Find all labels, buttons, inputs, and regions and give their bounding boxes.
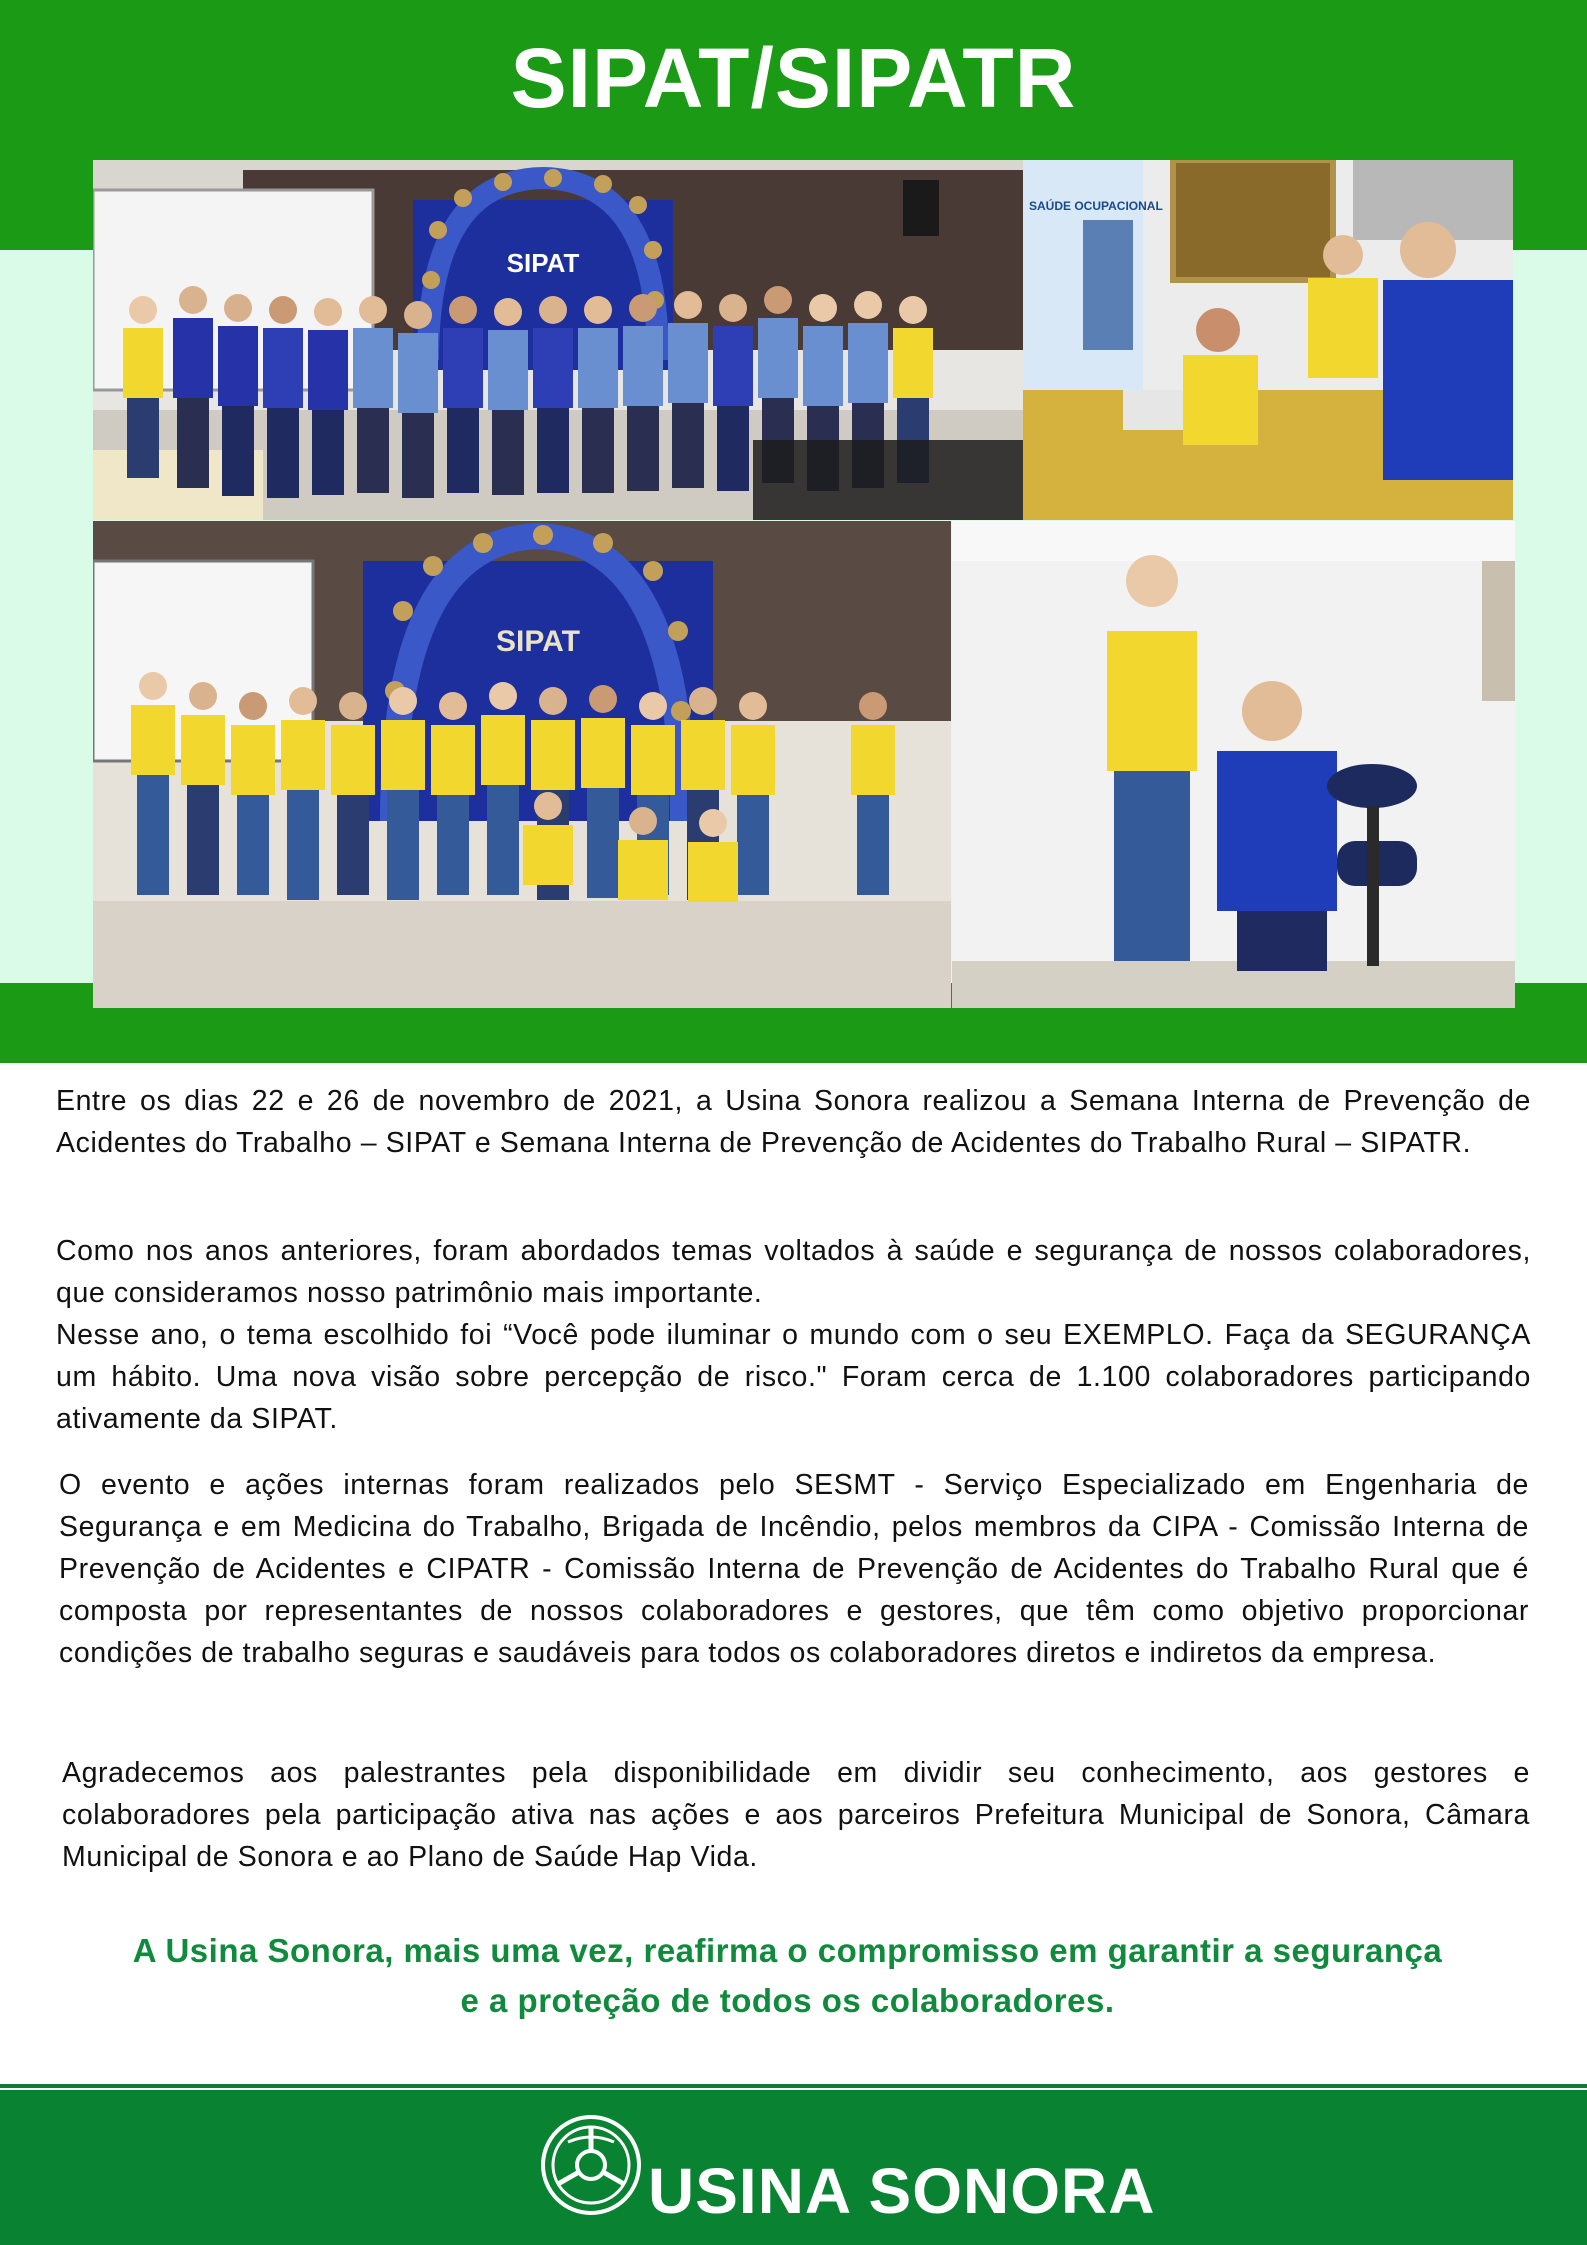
paragraph-organizers [59, 1464, 1529, 1674]
closing-line-1: A Usina Sonora, mais uma vez, reafirma o compromisso em garantir a segurança [132, 1932, 1443, 1969]
paragraph-2a-text: Como nos anos anteriores, foram abordados temas voltados à saúde e segurança de nossos colaboradores, que consideramos nosso patrimônio mais importante. [56, 1235, 1531, 1309]
paragraph-1-text: Entre os dias 22 e 26 de novembro de 2021, a Usina Sonora realizou a Semana Interna de Prevenção de Acidentes do Trabalho – SIPAT e Semana Interna de Prevenção de Acidentes do Trabalho Rural – SIPATR. [56, 1085, 1531, 1159]
paragraph-theme [56, 1230, 1531, 1440]
usina-sonora-logo-icon [538, 2112, 644, 2218]
brand-name: USINA SONORA [648, 2155, 1156, 2227]
paragraph-3-text: O evento e ações internas foram realizados pelo SESMT - Serviço Especializado em Engenharia de Segurança e em Medicina do Trabalho, Brigada de Incêndio, pelos membros da CIPA - Comissão Interna de Prevenção de Acidentes e CIPATR - Comissão Interna de Prevenção de Acidentes do Trabalho Rural que é composta por representantes de nossos colaboradores e gestores, que têm como objetivo proporcionar condições de trabalho seguras e saudáveis para todos os colaboradores diretos e indiretos da empresa. [59, 1469, 1529, 1669]
photo-massage-chair [952, 521, 1515, 1008]
closing-statement [60, 1926, 1515, 2026]
photo-group-yellow-shirts [93, 521, 951, 1008]
photo-banner-label-2: SIPAT [496, 625, 580, 658]
photo-health-check [1023, 160, 1513, 520]
page-title: SIPAT/SIPATR [510, 31, 1077, 125]
footer-divider [0, 2084, 1587, 2088]
poster-label: SAÚDE OCUPACIONAL [1029, 199, 1163, 213]
brand-logo [538, 2106, 1155, 2226]
paragraph-intro [56, 1080, 1531, 1164]
closing-line-2: e a proteção de todos os colaboradores. [460, 1982, 1115, 2019]
paragraph-thanks [62, 1752, 1530, 1878]
paragraph-2b-text: Nesse ano, o tema escolhido foi “Você pode iluminar o mundo com o seu EXEMPLO. Faça da SEGURANÇA um hábito. Uma nova visão sobre percepção de risco." Foram cerca de 1.100 colaboradores participando ativamente da SIPAT. [56, 1319, 1531, 1435]
paragraph-4-text: Agradecemos aos palestrantes pela disponibilidade em dividir seu conhecimento, aos gestores e colaboradores pela participação ativa nas ações e aos parceiros Prefeitura Municipal de Sonora, Câmara Municipal de Sonora e ao Plano de Saúde Hap Vida. [62, 1757, 1530, 1873]
photo-group-blue-uniforms [93, 160, 1023, 520]
photo-banner-label: SIPAT [506, 248, 580, 278]
